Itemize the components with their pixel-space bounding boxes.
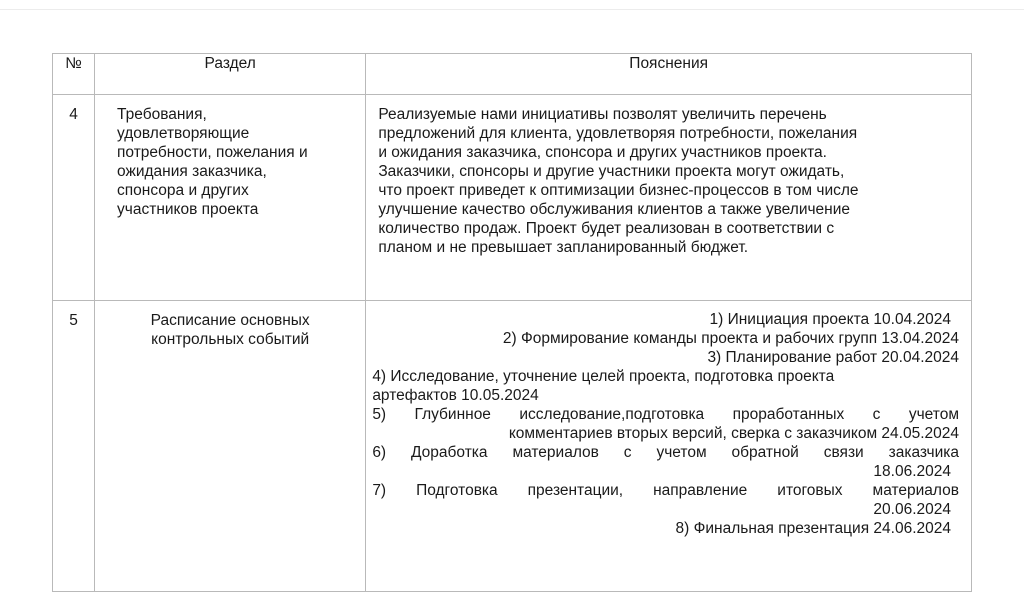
section-line: удовлетворяющие (117, 125, 250, 142)
explanation-line: что проект приведет к оптимизации бизнес-процессов в том числе (378, 182, 859, 199)
requirements-table (52, 53, 972, 592)
schedule-line: артефактов 10.05.2024 (372, 387, 539, 404)
schedule-line: 3) Планирование работ 20.04.2024 (707, 349, 959, 366)
section-line: контрольных событий (151, 331, 310, 348)
explanation-line: улучшение качество обслуживания клиентов а также увеличение (378, 201, 851, 218)
header-section: Раздел (95, 54, 366, 95)
table-header-row (53, 54, 972, 95)
row-section (95, 95, 366, 301)
explanation-line: и ожидания заказчика, спонсора и других участников проекта. (378, 144, 827, 161)
table-row (53, 95, 972, 301)
schedule-line: 6) Доработка материалов с учетом обратной связи заказчика (372, 444, 959, 461)
header-explanation: Пояснения (366, 54, 972, 95)
explanation-line: планом и не превышает запланированный бюджет. (378, 239, 749, 256)
explanation-line: предложений для клиента, удовлетворяя потребности, пожелания (378, 125, 858, 142)
row-schedule (366, 301, 972, 592)
schedule-line: 18.06.2024 (873, 463, 951, 480)
row-explanation (366, 95, 972, 301)
schedule-line: 1) Инициация проекта 10.04.2024 (709, 311, 951, 328)
section-line: Расписание основных (150, 312, 310, 329)
section-line: Требования, (117, 106, 207, 123)
row-number: 5 (53, 301, 95, 592)
row-number: 4 (53, 95, 95, 301)
schedule-line: 8) Финальная презентация 24.06.2024 (675, 520, 951, 537)
schedule-line: 20.06.2024 (873, 501, 951, 518)
schedule-line: 7) Подготовка презентации, направление итоговых материалов (372, 482, 959, 499)
schedule-line: комментариев вторых версий, сверка с заказчиком 24.05.2024 (508, 425, 959, 442)
explanation-line: Реализуемые нами инициативы позволят увеличить перечень (378, 106, 827, 123)
explanation-line: количество продаж. Проект будет реализован в соответствии с (378, 220, 835, 237)
explanation-line: Заказчики, спонсоры и другие участники проекта могут ожидать, (378, 163, 845, 180)
schedule-line: 4) Исследование, уточнение целей проекта, подготовка проекта (372, 368, 835, 385)
top-divider (0, 9, 1024, 10)
section-line: потребности, пожелания и (117, 144, 308, 161)
schedule-line: 5) Глубинное исследование,подготовка проработанных с учетом (372, 406, 959, 423)
row-section (95, 301, 366, 592)
table-row (53, 301, 972, 592)
header-number: № (53, 54, 95, 95)
section-line: участников проекта (117, 201, 259, 218)
section-line: ожидания заказчика, (117, 163, 267, 180)
section-line: спонсора и других (117, 182, 249, 199)
schedule-line: 2) Формирование команды проекта и рабочих групп 13.04.2024 (502, 330, 959, 347)
